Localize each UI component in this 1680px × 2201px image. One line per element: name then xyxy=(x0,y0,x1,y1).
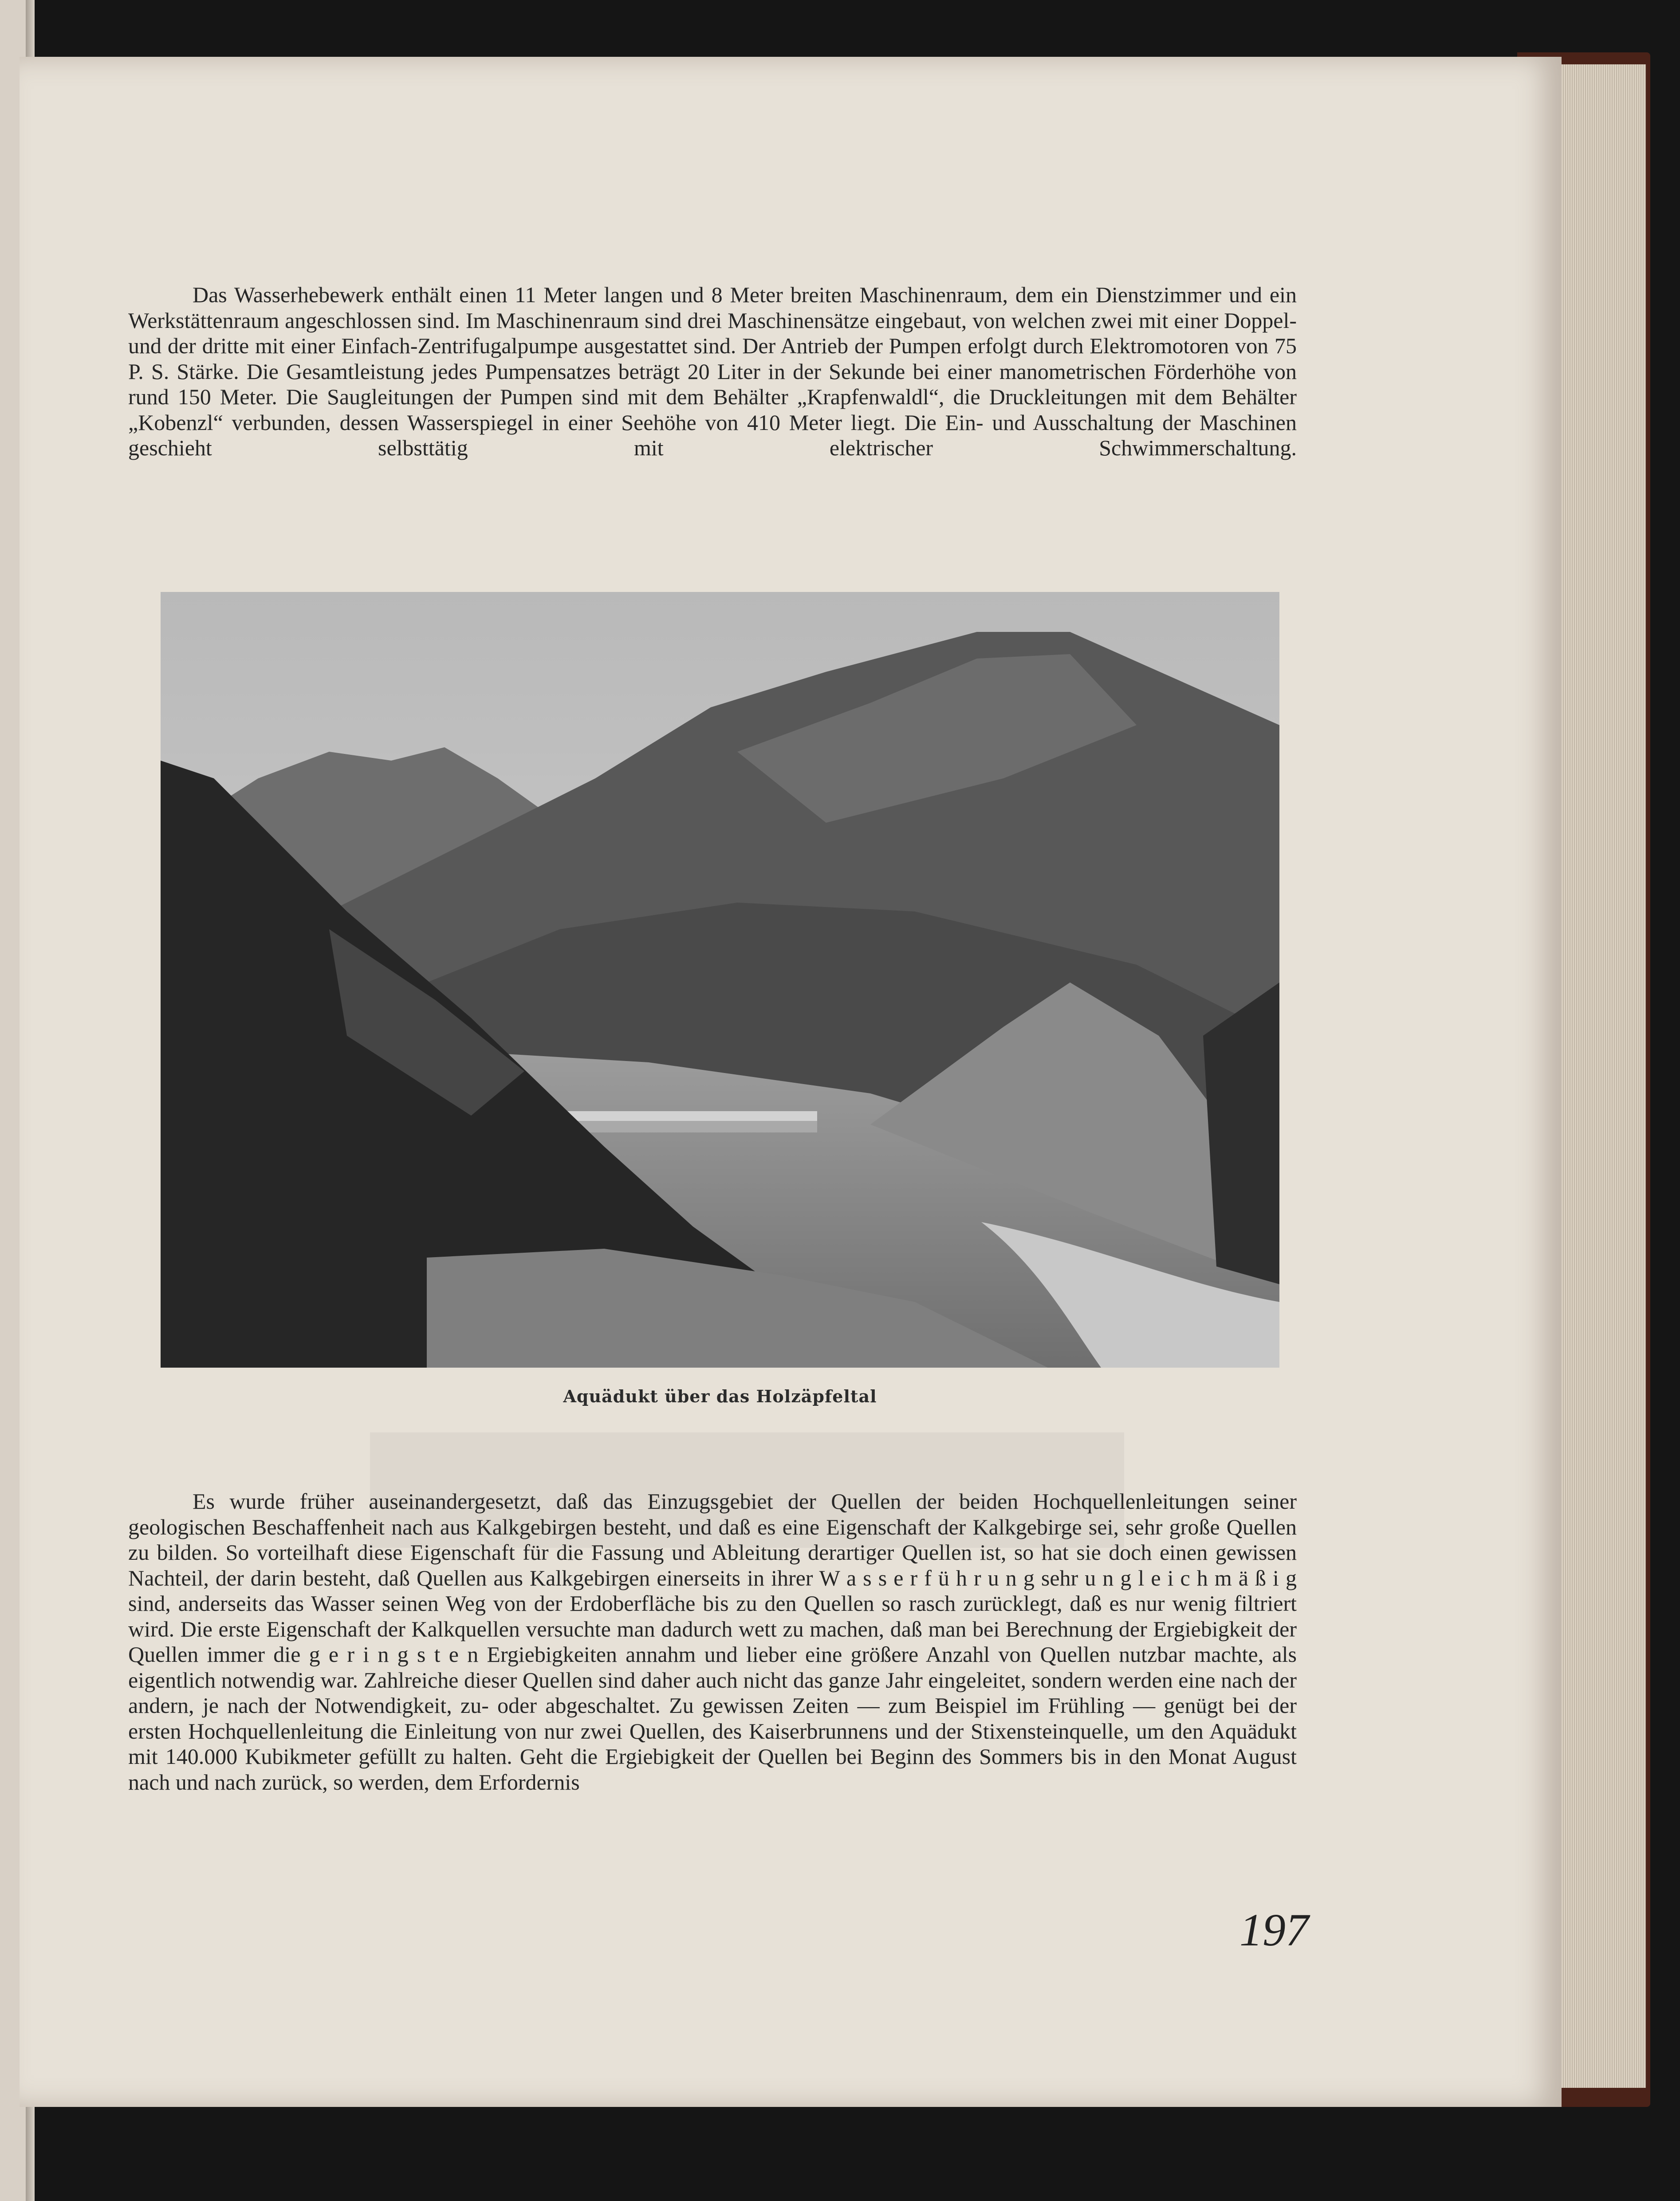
page-number: 197 xyxy=(1239,1905,1309,1956)
aqueduct-photograph xyxy=(161,592,1279,1368)
aqueduct-bridge xyxy=(560,1111,817,1132)
page-edges xyxy=(1548,64,1646,2088)
paragraph-water-lift-station: Das Wasserhebewerk enthält einen 11 Meter langen und 8 Meter breiten Maschinenraum, dem ein Dienstzimmer und ein Werkstättenraum angeschlossen sind. Im Maschinenraum sind drei Maschinensätze eingebaut, von welchen zwei mit einer Doppel- und der dritte mit einer Einfach-Zentrifugalpumpe ausgestattet sind. Der Antrieb der Pumpen erfolgt durch Elektromotoren von 75 P. S. Stärke. Die Gesamtleistung jedes Pumpensatzes beträgt 20 Liter in der Sekunde bei einer manometrischen Förderhöhe von rund 150 Meter. Die Saugleitungen der Pumpen sind mit dem Behälter „Krapfenwaldl“, die Druckleitungen mit dem Behälter „Kobenzl“ verbunden, dessen Wasserspiegel in einer Seehöhe von 410 Meter liegt. Die Ein- und Ausschaltung der Maschinen geschieht selbsttätig mit elektrischer Schwimmerschaltung. xyxy=(128,282,1297,460)
figure-caption: Aquädukt über das Holzäpfeltal xyxy=(563,1386,877,1406)
landscape-illustration xyxy=(161,592,1279,1368)
paragraph-limestone-springs: Es wurde früher auseinandergesetzt, daß das Einzugsgebiet der Quellen der beiden Hochquellenleitungen seiner geologischen Beschaffenheit nach aus Kalkgebirgen besteht, und daß es eine Eigenschaft der Kalkgebirge sei, sehr große Quellen zu bilden. So vorteilhaft diese Eigenschaft für die Fassung und Ableitung derartiger Quellen ist, so hat sie doch einen gewissen Nachteil, der darin besteht, daß Quellen aus Kalkgebirgen einerseits in ihrer W a s s e r f ü h r u n g sehr u n g l e i c h m ä ß i g sind, anderseits das Wasser seinen Weg von der Erdoberfläche bis zu den Quellen so rasch zurücklegt, daß es nur wenig filtriert wird. Die erste Eigenschaft der Kalkquellen versuchte man dadurch wett zu machen, daß man bei Berechnung der Ergiebigkeit der Quellen immer die g e r i n g s t e n Ergiebigkeiten annahm und lieber eine größere Anzahl von Quellen nutzbar machte, als eigentlich notwendig war. Zahlreiche dieser Quellen sind daher auch nicht das ganze Jahr eingeleitet, sondern werden eine nach der andern, je nach der Notwendigkeit, zu- oder abgeschaltet. Zu gewissen Zeiten — zum Beispiel im Frühling — genügt bei der ersten Hochquellenleitung die Einleitung von nur zwei Quellen, des Kaiserbrunnens und der Stixensteinquelle, um den Aquädukt mit 140.000 Kubikmeter gefüllt zu halten. Geht die Ergiebigkeit der Quellen bei Beginn des Sommers bis in den Monat August nach und nach zurück, so werden, dem Erfordernis xyxy=(128,1489,1297,1795)
